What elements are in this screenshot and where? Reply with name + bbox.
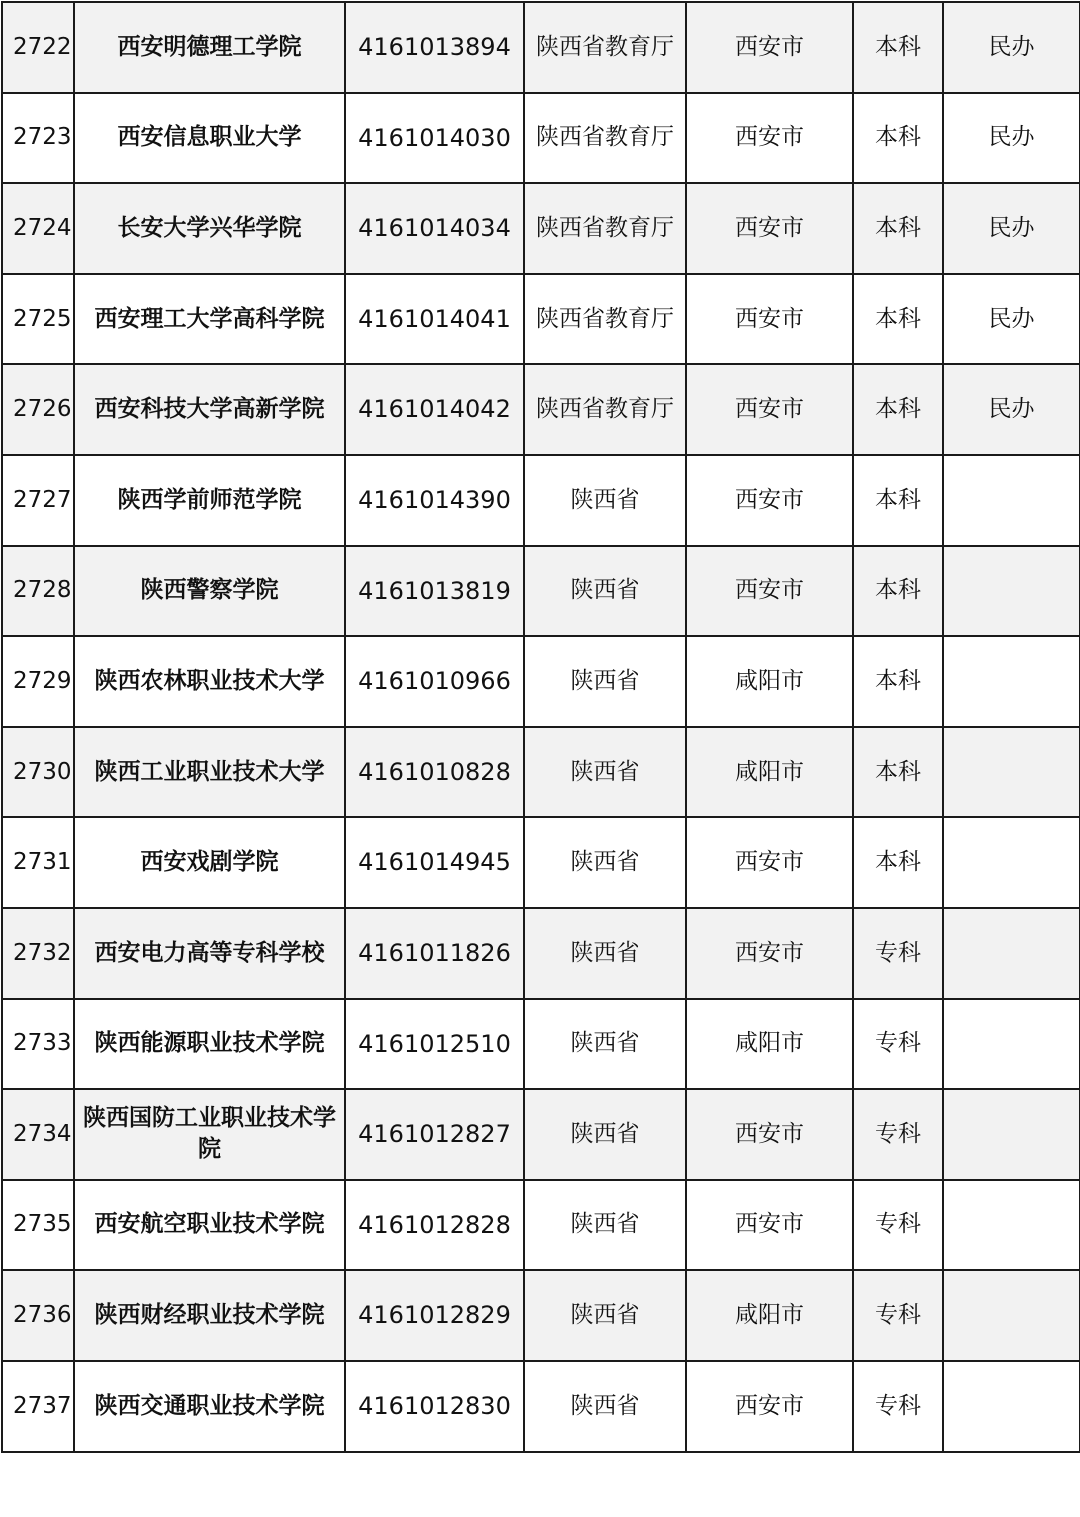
universities-table — [1, 1, 1080, 1453]
authority-cell: 陕西省 — [524, 999, 686, 1090]
level-cell: 本科 — [853, 455, 943, 546]
note-cell: 民办 — [943, 183, 1080, 274]
school-code-cell: 4161010828 — [345, 727, 524, 818]
table-row — [2, 1270, 1080, 1361]
serial-number-cell: 2737 — [2, 1361, 74, 1452]
school-code-cell: 4161013894 — [345, 2, 524, 93]
city-cell: 咸阳市 — [686, 999, 853, 1090]
table-row — [2, 727, 1080, 818]
serial-number-cell: 2726 — [2, 364, 74, 455]
note-cell — [943, 908, 1080, 999]
level-cell: 本科 — [853, 274, 943, 365]
school-code-cell: 4161012827 — [345, 1089, 524, 1180]
school-code-cell: 4161012830 — [345, 1361, 524, 1452]
school-code-cell: 4161014034 — [345, 183, 524, 274]
school-code-cell: 4161012829 — [345, 1270, 524, 1361]
serial-number-cell: 2724 — [2, 183, 74, 274]
table-row — [2, 1361, 1080, 1452]
table-row — [2, 2, 1080, 93]
school-name-cell: 西安明德理工学院 — [74, 2, 345, 93]
school-name-cell: 西安戏剧学院 — [74, 817, 345, 908]
serial-number-cell: 2725 — [2, 274, 74, 365]
school-name-cell: 陕西工业职业技术大学 — [74, 727, 345, 818]
school-code-cell: 4161014041 — [345, 274, 524, 365]
authority-cell: 陕西省教育厅 — [524, 274, 686, 365]
school-code-cell: 4161013819 — [345, 546, 524, 637]
serial-number-cell: 2734 — [2, 1089, 74, 1180]
school-name-cell: 陕西财经职业技术学院 — [74, 1270, 345, 1361]
table-row — [2, 1089, 1080, 1180]
city-cell: 西安市 — [686, 1180, 853, 1271]
city-cell: 西安市 — [686, 546, 853, 637]
city-cell: 咸阳市 — [686, 1270, 853, 1361]
city-cell: 西安市 — [686, 908, 853, 999]
table-row — [2, 546, 1080, 637]
note-cell — [943, 1180, 1080, 1271]
note-cell — [943, 1089, 1080, 1180]
school-name-cell: 西安信息职业大学 — [74, 93, 345, 184]
level-cell: 本科 — [853, 93, 943, 184]
authority-cell: 陕西省 — [524, 1270, 686, 1361]
authority-cell: 陕西省教育厅 — [524, 183, 686, 274]
city-cell: 西安市 — [686, 93, 853, 184]
authority-cell: 陕西省 — [524, 1180, 686, 1271]
level-cell: 本科 — [853, 817, 943, 908]
serial-number-cell: 2733 — [2, 999, 74, 1090]
level-cell: 本科 — [853, 727, 943, 818]
authority-cell: 陕西省 — [524, 727, 686, 818]
note-cell: 民办 — [943, 364, 1080, 455]
authority-cell: 陕西省教育厅 — [524, 364, 686, 455]
note-cell — [943, 727, 1080, 818]
school-name-cell: 陕西学前师范学院 — [74, 455, 345, 546]
note-cell: 民办 — [943, 274, 1080, 365]
school-name-cell: 陕西国防工业职业技术学院 — [74, 1089, 345, 1180]
table-row — [2, 999, 1080, 1090]
table-row — [2, 274, 1080, 365]
school-code-cell: 4161014042 — [345, 364, 524, 455]
table-row — [2, 93, 1080, 184]
school-code-cell: 4161014945 — [345, 817, 524, 908]
city-cell: 咸阳市 — [686, 727, 853, 818]
level-cell: 专科 — [853, 1361, 943, 1452]
authority-cell: 陕西省 — [524, 908, 686, 999]
level-cell: 专科 — [853, 999, 943, 1090]
note-cell: 民办 — [943, 93, 1080, 184]
authority-cell: 陕西省 — [524, 546, 686, 637]
note-cell: 民办 — [943, 2, 1080, 93]
school-code-cell: 4161012510 — [345, 999, 524, 1090]
school-code-cell: 4161012828 — [345, 1180, 524, 1271]
school-name-cell: 西安航空职业技术学院 — [74, 1180, 345, 1271]
authority-cell: 陕西省 — [524, 817, 686, 908]
city-cell: 西安市 — [686, 817, 853, 908]
school-code-cell: 4161014030 — [345, 93, 524, 184]
table-row — [2, 183, 1080, 274]
level-cell: 本科 — [853, 546, 943, 637]
level-cell: 专科 — [853, 1270, 943, 1361]
serial-number-cell: 2723 — [2, 93, 74, 184]
city-cell: 西安市 — [686, 183, 853, 274]
note-cell — [943, 636, 1080, 727]
school-name-cell: 陕西警察学院 — [74, 546, 345, 637]
serial-number-cell: 2727 — [2, 455, 74, 546]
note-cell — [943, 546, 1080, 637]
level-cell: 本科 — [853, 183, 943, 274]
city-cell: 西安市 — [686, 455, 853, 546]
school-name-cell: 陕西交通职业技术学院 — [74, 1361, 345, 1452]
authority-cell: 陕西省教育厅 — [524, 93, 686, 184]
school-name-cell: 西安理工大学高科学院 — [74, 274, 345, 365]
city-cell: 西安市 — [686, 1089, 853, 1180]
level-cell: 本科 — [853, 364, 943, 455]
level-cell: 专科 — [853, 1180, 943, 1271]
school-name-cell: 长安大学兴华学院 — [74, 183, 345, 274]
authority-cell: 陕西省 — [524, 636, 686, 727]
serial-number-cell: 2728 — [2, 546, 74, 637]
school-code-cell: 4161010966 — [345, 636, 524, 727]
table-row — [2, 364, 1080, 455]
authority-cell: 陕西省 — [524, 455, 686, 546]
serial-number-cell: 2731 — [2, 817, 74, 908]
table-row — [2, 908, 1080, 999]
school-code-cell: 4161014390 — [345, 455, 524, 546]
note-cell — [943, 1361, 1080, 1452]
authority-cell: 陕西省 — [524, 1361, 686, 1452]
note-cell — [943, 1270, 1080, 1361]
school-name-cell: 西安电力高等专科学校 — [74, 908, 345, 999]
level-cell: 专科 — [853, 908, 943, 999]
serial-number-cell: 2722 — [2, 2, 74, 93]
table-body — [2, 2, 1080, 1452]
authority-cell: 陕西省 — [524, 1089, 686, 1180]
school-name-cell: 西安科技大学高新学院 — [74, 364, 345, 455]
serial-number-cell: 2729 — [2, 636, 74, 727]
note-cell — [943, 817, 1080, 908]
level-cell: 本科 — [853, 636, 943, 727]
table-row — [2, 817, 1080, 908]
school-code-cell: 4161011826 — [345, 908, 524, 999]
school-name-cell: 陕西农林职业技术大学 — [74, 636, 345, 727]
table-row — [2, 1180, 1080, 1271]
level-cell: 专科 — [853, 1089, 943, 1180]
city-cell: 西安市 — [686, 364, 853, 455]
city-cell: 西安市 — [686, 1361, 853, 1452]
serial-number-cell: 2735 — [2, 1180, 74, 1271]
table-row — [2, 455, 1080, 546]
table-row — [2, 636, 1080, 727]
level-cell: 本科 — [853, 2, 943, 93]
city-cell: 西安市 — [686, 2, 853, 93]
serial-number-cell: 2730 — [2, 727, 74, 818]
serial-number-cell: 2732 — [2, 908, 74, 999]
school-name-cell: 陕西能源职业技术学院 — [74, 999, 345, 1090]
serial-number-cell: 2736 — [2, 1270, 74, 1361]
city-cell: 西安市 — [686, 274, 853, 365]
note-cell — [943, 455, 1080, 546]
city-cell: 咸阳市 — [686, 636, 853, 727]
authority-cell: 陕西省教育厅 — [524, 2, 686, 93]
note-cell — [943, 999, 1080, 1090]
